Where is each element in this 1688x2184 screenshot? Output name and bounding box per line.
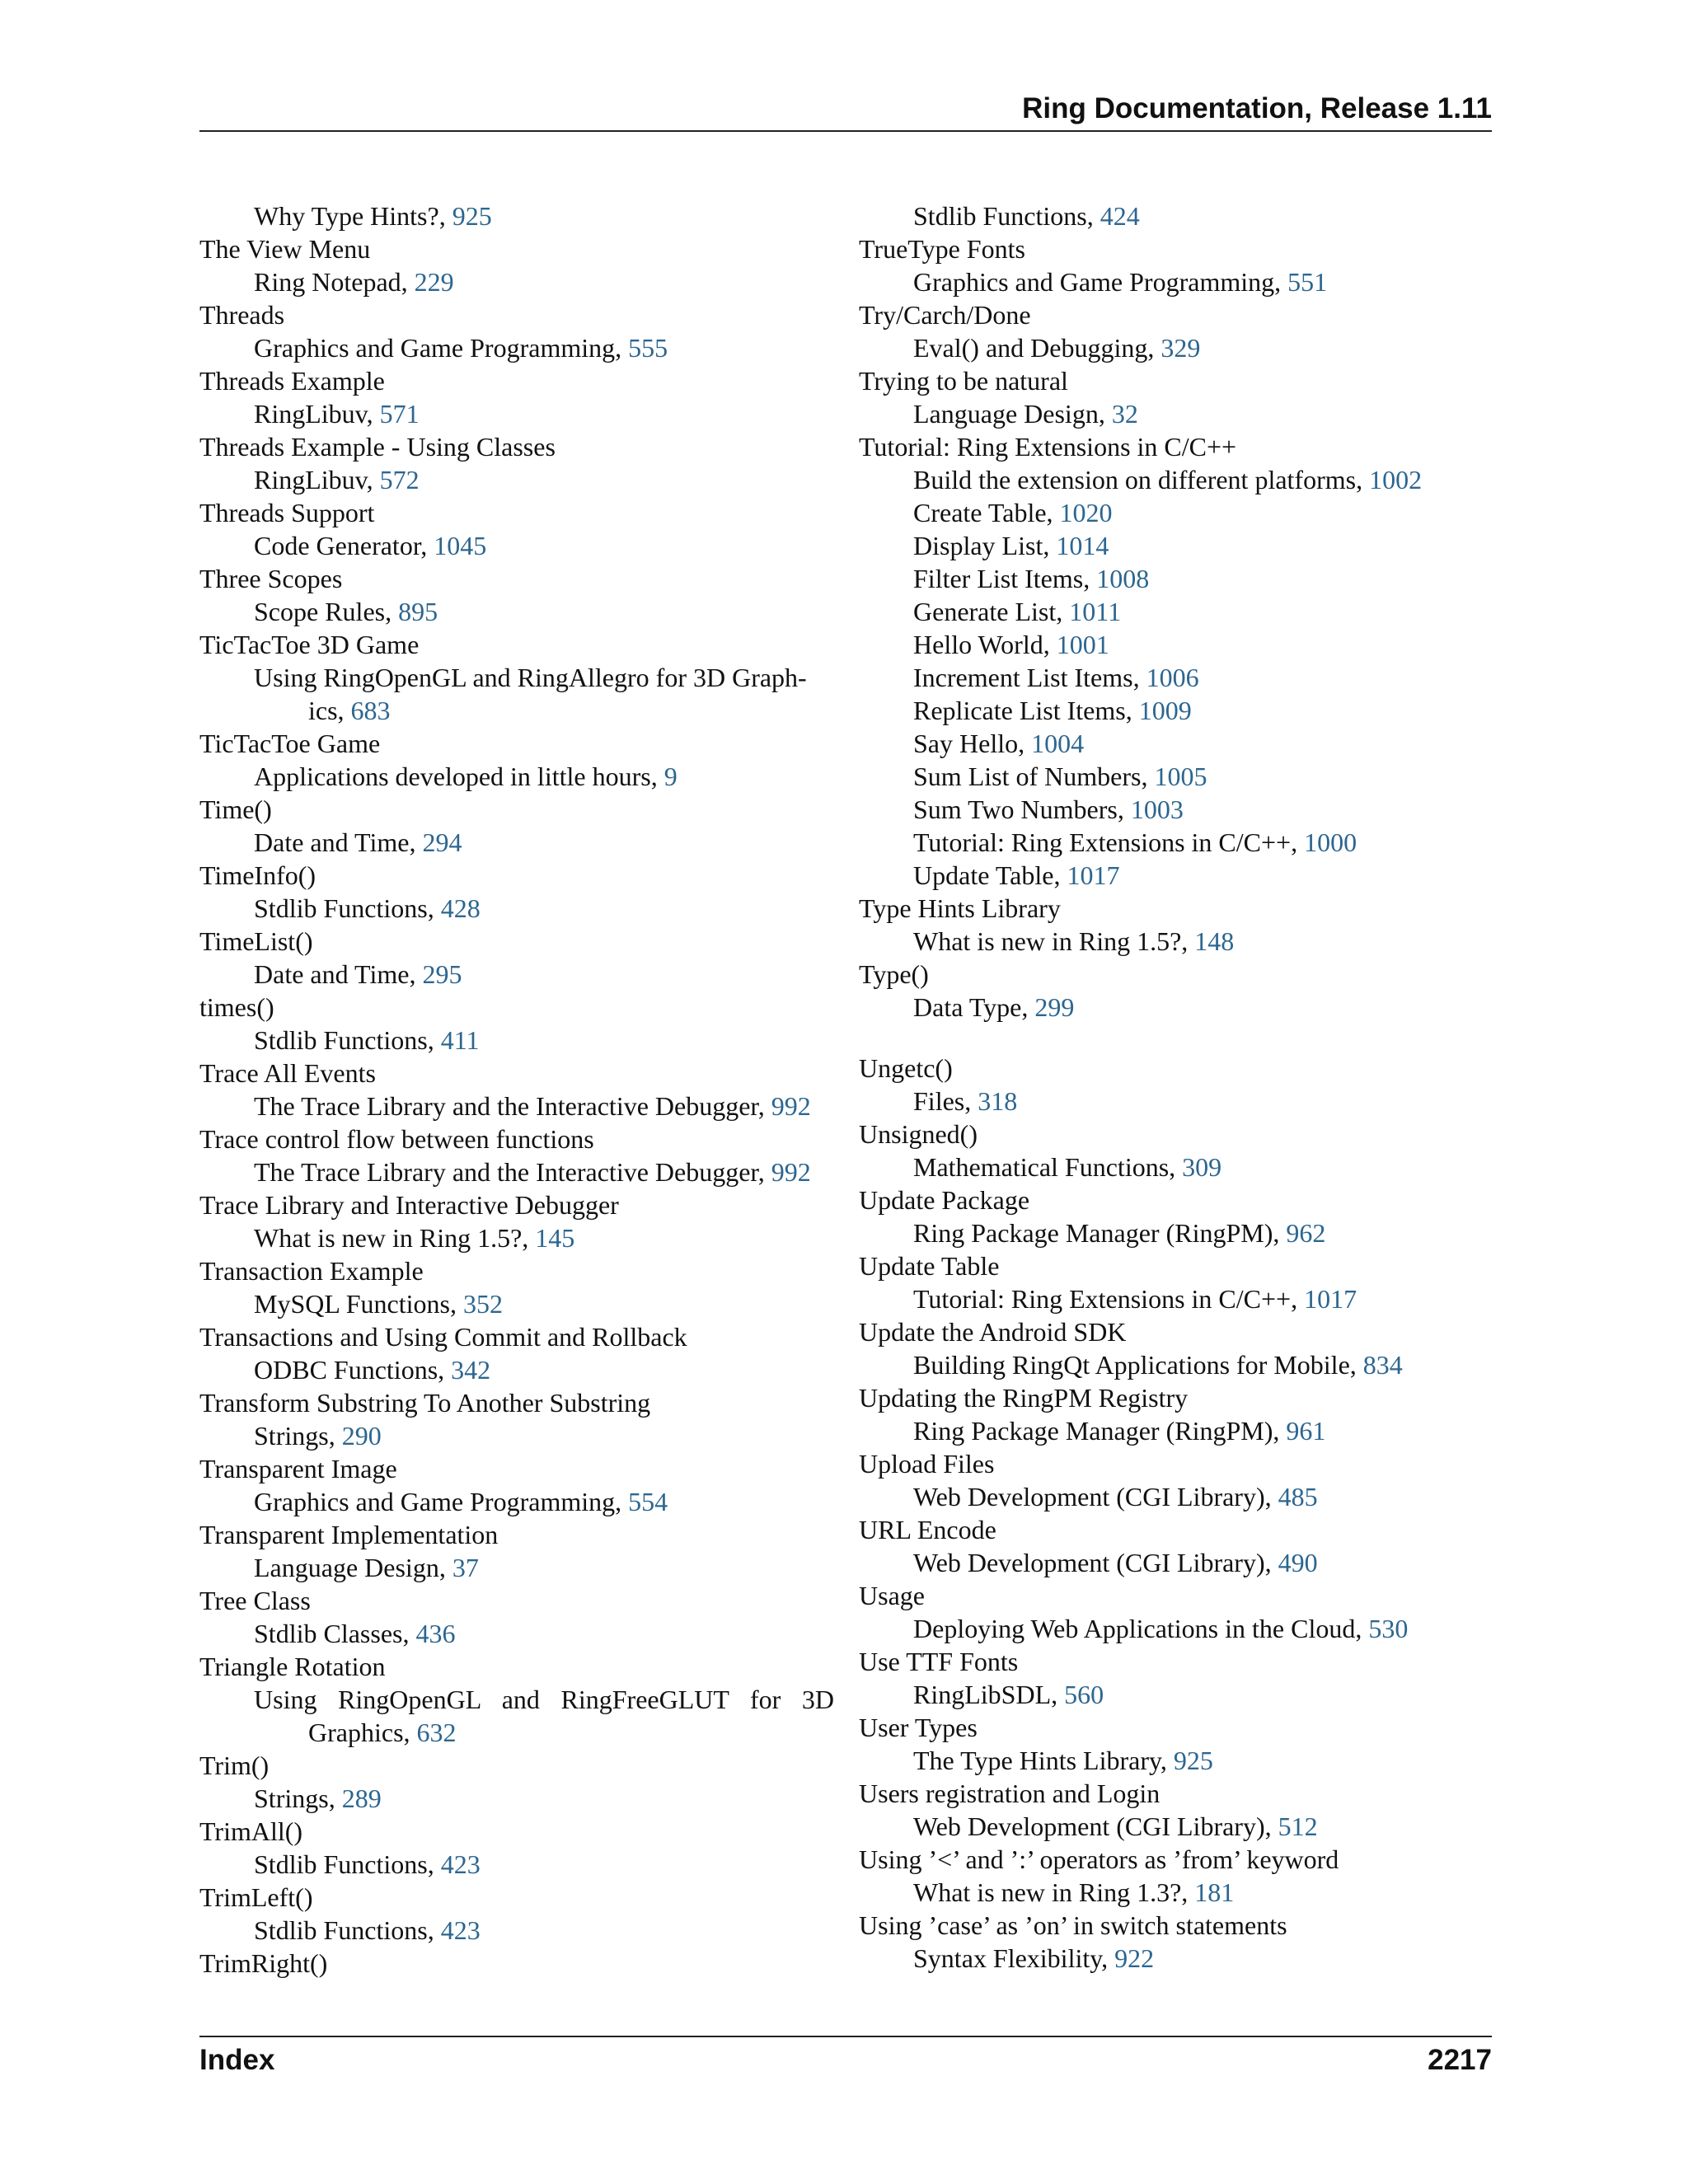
index-term (199, 1057, 834, 1090)
entry-text: Transparent Image (199, 1454, 397, 1483)
page-reference-link[interactable]: 490 (1278, 1548, 1318, 1577)
entry-text: Graphics and Game Programming, (254, 333, 629, 363)
index-column-left (199, 199, 834, 1980)
index-subentry (859, 562, 1492, 595)
page-reference-link[interactable]: 423 (440, 1915, 481, 1945)
index-subentry (859, 1546, 1492, 1579)
page-reference-link[interactable]: 1017 (1304, 1284, 1357, 1314)
entry-text: Usage (859, 1581, 925, 1610)
index-term (199, 232, 834, 265)
entry-text: Tutorial: Ring Extensions in C/C++, (913, 1284, 1305, 1314)
entry-text: Stdlib Functions, (254, 1849, 441, 1879)
index-subentry (199, 892, 834, 925)
footer-section-label: Index (199, 2044, 275, 2076)
entry-text: times() (199, 992, 274, 1022)
index-subentry (859, 661, 1492, 694)
entry-text: What is new in Ring 1.5?, (913, 926, 1195, 956)
entry-text: TrimAll() (199, 1816, 303, 1846)
entry-text: Try/Carch/Done (859, 300, 1031, 330)
footer-rule (199, 2036, 1492, 2037)
page-reference-link[interactable]: 352 (462, 1289, 503, 1319)
entry-text: TicTacToe 3D Game (199, 630, 420, 659)
index-subentry (199, 760, 834, 793)
index-term (199, 1815, 834, 1848)
index-column-right (859, 199, 1492, 1975)
entry-text: Data Type, (913, 992, 1035, 1022)
index-subentry (199, 1683, 834, 1716)
index-subentry (859, 859, 1492, 892)
entry-text: Files, (913, 1086, 978, 1116)
entry-text: MySQL Functions, (254, 1289, 463, 1319)
index-term (859, 1843, 1492, 1876)
entry-text: Tutorial: Ring Extensions in C/C++, (913, 827, 1305, 857)
index-subentry (859, 496, 1492, 529)
entry-text: Web Development (CGI Library), (913, 1548, 1278, 1577)
page-reference-link[interactable]: 229 (414, 267, 454, 297)
page-reference-link[interactable]: 554 (628, 1487, 668, 1516)
entry-text: Tree Class (199, 1586, 311, 1615)
entry-text: Type Hints Library (859, 893, 1061, 923)
entry-text: TicTacToe Game (199, 729, 381, 758)
index-term (199, 727, 834, 760)
page-number: 2217 (1428, 2044, 1492, 2076)
page-reference-link[interactable]: 1017 (1067, 860, 1120, 890)
entry-text: Transform Substring To Another Substring (199, 1388, 651, 1418)
index-subentry (199, 826, 834, 859)
page-reference-link[interactable]: 37 (452, 1553, 479, 1582)
index-term (859, 1777, 1492, 1810)
index-subentry (859, 1348, 1492, 1381)
index-subentry (859, 1480, 1492, 1513)
page-reference-link[interactable]: 9 (663, 762, 678, 791)
entry-text: Update Package (859, 1185, 1030, 1215)
index-term (859, 1118, 1492, 1151)
page-reference-link[interactable]: 512 (1278, 1811, 1318, 1841)
page-reference-link[interactable]: 1000 (1304, 827, 1357, 857)
index-subentry (199, 463, 834, 496)
page-reference-link[interactable]: 145 (535, 1223, 575, 1253)
page-reference-link[interactable]: 632 (416, 1718, 457, 1747)
index-subentry (199, 1419, 834, 1452)
entry-text: Three Scopes (199, 564, 343, 593)
entry-text: Filter List Items, (913, 564, 1097, 593)
index-term (199, 859, 834, 892)
entry-text: Web Development (CGI Library), (913, 1482, 1278, 1511)
entry-text: RingLibuv, (254, 399, 380, 429)
entry-text: Why Type Hints?, (254, 201, 452, 231)
index-subentry (859, 925, 1492, 958)
entry-text: Building RingQt Applications for Mobile, (913, 1350, 1363, 1380)
entry-text: Transactions and Using Commit and Rollback (199, 1322, 687, 1352)
page-reference-link[interactable]: 1005 (1154, 762, 1207, 791)
index-term (199, 1320, 834, 1353)
page-reference-link[interactable]: 181 (1194, 1877, 1235, 1907)
entry-text: Mathematical Functions, (913, 1152, 1183, 1182)
entry-text: RingLibSDL, (913, 1680, 1065, 1709)
index-subentry (859, 331, 1492, 364)
entry-text: Sum Two Numbers, (913, 794, 1131, 824)
entry-text: Ring Notepad, (254, 267, 415, 297)
index-term (199, 925, 834, 958)
index-subentry (859, 628, 1492, 661)
index-subentry (859, 1678, 1492, 1711)
index-term (859, 232, 1492, 265)
entry-text: Eval() and Debugging, (913, 333, 1161, 363)
entry-text: URL Encode (859, 1515, 996, 1544)
entry-text: Stdlib Functions, (254, 1915, 441, 1945)
index-subentry (199, 1485, 834, 1518)
page-reference-link[interactable]: 289 (341, 1783, 382, 1813)
entry-text: Code Generator, (254, 531, 434, 560)
page-reference-link[interactable]: 329 (1160, 333, 1201, 363)
index-subentry (199, 661, 834, 694)
entry-text: Using RingOpenGL and RingFreeGLUT for 3D (254, 1685, 834, 1714)
page-reference-link[interactable]: 299 (1034, 992, 1075, 1022)
entry-text: Applications developed in little hours, (254, 762, 664, 791)
letter-group-gap (859, 1024, 1492, 1052)
page-reference-link[interactable]: 551 (1287, 267, 1328, 297)
entry-text: Build the extension on different platforms, (913, 465, 1370, 494)
page-reference-link[interactable]: 895 (398, 597, 438, 626)
index-subentry (199, 529, 834, 562)
index-subentry (199, 1353, 834, 1386)
entry-text: TimeInfo() (199, 860, 316, 890)
page-reference-link[interactable]: 961 (1286, 1416, 1326, 1446)
entry-text: Using ’<’ and ’:’ operators as ’from’ keyword (859, 1844, 1339, 1874)
entry-text: Threads (199, 300, 285, 330)
entry-text: ODBC Functions, (254, 1355, 452, 1385)
index-term (199, 1386, 834, 1419)
index-subentry (859, 1810, 1492, 1843)
entry-text: Trace control flow between functions (199, 1124, 594, 1154)
entry-text: Graphics and Game Programming, (254, 1487, 629, 1516)
index-subentry (859, 1216, 1492, 1249)
index-subentry (199, 1914, 834, 1947)
page-reference-link[interactable]: 294 (422, 827, 462, 857)
entry-text: Update Table, (913, 860, 1067, 890)
entry-text: The Type Hints Library, (913, 1746, 1174, 1775)
index-subentry (859, 265, 1492, 298)
index-subentry (859, 991, 1492, 1024)
page-reference-link[interactable]: 572 (379, 465, 420, 494)
entry-text: Graphics and Game Programming, (913, 267, 1288, 297)
entry-text: Language Design, (254, 1553, 452, 1582)
index-term (859, 364, 1492, 397)
index-term (199, 1749, 834, 1782)
page-reference-link[interactable]: 148 (1194, 926, 1235, 956)
page-reference-link[interactable]: 925 (1173, 1746, 1213, 1775)
index-term (859, 1579, 1492, 1612)
index-subentry (859, 199, 1492, 232)
entry-text: Upload Files (859, 1449, 995, 1479)
index-subentry (199, 1551, 834, 1584)
index-term (859, 892, 1492, 925)
entry-text: Date and Time, (254, 959, 423, 989)
page-reference-link[interactable]: 1011 (1069, 597, 1122, 626)
entry-text: Generate List, (913, 597, 1070, 626)
index-subentry (199, 1024, 834, 1057)
entry-text: Threads Example - Using Classes (199, 432, 556, 462)
entry-text: Ungetc() (859, 1053, 953, 1083)
index-term (859, 1909, 1492, 1942)
index-term (859, 298, 1492, 331)
index-term (199, 562, 834, 595)
index-term (859, 1447, 1492, 1480)
entry-text: Users registration and Login (859, 1779, 1160, 1808)
index-term (859, 1249, 1492, 1282)
page-reference-link[interactable]: 1014 (1056, 531, 1109, 560)
entry-text: Display List, (913, 531, 1057, 560)
page-reference-link[interactable]: 423 (440, 1849, 481, 1879)
index-subentry (199, 1848, 834, 1881)
page-reference-link[interactable]: 992 (771, 1157, 811, 1187)
index-subentry (199, 199, 834, 232)
index-subentry (859, 826, 1492, 859)
index-subentry (859, 694, 1492, 727)
index-subentry (199, 1090, 834, 1122)
index-subentry-continuation (199, 694, 834, 727)
index-subentry (859, 1085, 1492, 1118)
entry-text: Threads Example (199, 366, 385, 396)
index-term (199, 430, 834, 463)
index-term (859, 1315, 1492, 1348)
index-term (859, 1381, 1492, 1414)
page-reference-link[interactable]: 290 (341, 1421, 382, 1451)
page-reference-link[interactable]: 428 (440, 893, 481, 923)
page-reference-link[interactable]: 485 (1278, 1482, 1318, 1511)
index-subentry (199, 1782, 834, 1815)
index-term (199, 1122, 834, 1155)
page-reference-link[interactable]: 1004 (1031, 729, 1085, 758)
entry-text: Stdlib Functions, (254, 1025, 441, 1055)
index-term (199, 1518, 834, 1551)
page-reference-link[interactable]: 834 (1362, 1350, 1403, 1380)
entry-text: Threads Support (199, 498, 375, 527)
index-subentry (859, 1744, 1492, 1777)
entry-text: Using ’case’ as ’on’ in switch statements (859, 1910, 1287, 1940)
entry-text: RingLibuv, (254, 465, 380, 494)
index-term (199, 298, 834, 331)
index-term (199, 1584, 834, 1617)
page-reference-link[interactable]: 342 (451, 1355, 491, 1385)
page-reference-link[interactable]: 560 (1064, 1680, 1104, 1709)
index-subentry (859, 397, 1492, 430)
entry-text: Use TTF Fonts (859, 1647, 1019, 1676)
entry-text: Hello World, (913, 630, 1057, 659)
header-rule (199, 130, 1492, 132)
entry-text: Unsigned() (859, 1119, 978, 1149)
entry-text: The Trace Library and the Interactive Debugger, (254, 1157, 771, 1187)
entry-text: The Trace Library and the Interactive Debugger, (254, 1091, 771, 1121)
index-subentry (859, 463, 1492, 496)
entry-text: Time() (199, 794, 272, 824)
index-term (199, 628, 834, 661)
entry-text: Graphics, (308, 1718, 417, 1747)
page-reference-link[interactable]: 922 (1114, 1943, 1155, 1973)
page-reference-link[interactable]: 992 (771, 1091, 811, 1121)
index-subentry (859, 1942, 1492, 1975)
index-term (199, 1881, 834, 1914)
page-reference-link[interactable]: 925 (452, 201, 492, 231)
index-term (859, 1513, 1492, 1546)
entry-text: Language Design, (913, 399, 1112, 429)
entry-text: Deploying Web Applications in the Cloud, (913, 1614, 1369, 1643)
entry-text: Trace All Events (199, 1058, 376, 1088)
index-term (859, 1711, 1492, 1744)
entry-text: Stdlib Functions, (254, 893, 441, 923)
index-term (199, 1452, 834, 1485)
entry-text: Strings, (254, 1783, 342, 1813)
entry-text: Transaction Example (199, 1256, 424, 1286)
index-subentry (859, 727, 1492, 760)
index-subentry (199, 1287, 834, 1320)
index-subentry-continuation (199, 1716, 834, 1749)
entry-text: Update the Android SDK (859, 1317, 1127, 1347)
index-subentry (859, 1876, 1492, 1909)
entry-text: TrimLeft() (199, 1882, 313, 1912)
entry-text: Increment List Items, (913, 663, 1146, 692)
page-reference-link[interactable]: 436 (415, 1619, 456, 1648)
entry-text: Triangle Rotation (199, 1652, 386, 1681)
index-subentry (199, 958, 834, 991)
index-term (859, 430, 1492, 463)
entry-text: Strings, (254, 1421, 342, 1451)
index-term (199, 1650, 834, 1683)
index-subentry (199, 1617, 834, 1650)
entry-text: Sum List of Numbers, (913, 762, 1155, 791)
index-term (199, 364, 834, 397)
index-subentry (859, 529, 1492, 562)
page-reference-link[interactable]: 424 (1100, 201, 1140, 231)
page-reference-link[interactable]: 1020 (1059, 498, 1113, 527)
index-term (859, 1183, 1492, 1216)
index-subentry (199, 265, 834, 298)
page-reference-link[interactable]: 295 (422, 959, 462, 989)
index-term (199, 793, 834, 826)
entry-text: What is new in Ring 1.5?, (254, 1223, 536, 1253)
index-term (859, 1645, 1492, 1678)
index-term (199, 1188, 834, 1221)
page-reference-link[interactable]: 411 (440, 1025, 480, 1055)
page-reference-link[interactable]: 683 (350, 696, 391, 725)
entry-text: Trying to be natural (859, 366, 1068, 396)
index-term (859, 958, 1492, 991)
entry-text: Ring Package Manager (RingPM), (913, 1416, 1287, 1446)
entry-text: Transparent Implementation (199, 1520, 499, 1549)
entry-text: User Types (859, 1713, 978, 1742)
index-subentry (859, 1151, 1492, 1183)
index-subentry (859, 595, 1492, 628)
entry-text: Replicate List Items, (913, 696, 1139, 725)
index-term (859, 1052, 1492, 1085)
entry-text: Scope Rules, (254, 597, 399, 626)
index-subentry (199, 595, 834, 628)
index-subentry (199, 397, 834, 430)
entry-text: Tutorial: Ring Extensions in C/C++ (859, 432, 1237, 462)
entry-text: Stdlib Functions, (913, 201, 1100, 231)
index-term (199, 496, 834, 529)
entry-text: ics, (308, 696, 351, 725)
page-reference-link[interactable]: 1009 (1138, 696, 1192, 725)
entry-text: Ring Package Manager (RingPM), (913, 1218, 1287, 1248)
index-term (199, 991, 834, 1024)
index-subentry (859, 760, 1492, 793)
page-reference-link[interactable]: 962 (1286, 1218, 1326, 1248)
entry-text: Trim() (199, 1750, 270, 1780)
index-subentry (859, 1612, 1492, 1645)
page-reference-link[interactable]: 530 (1368, 1614, 1409, 1643)
entry-text: What is new in Ring 1.3?, (913, 1877, 1195, 1907)
entry-text: The View Menu (199, 234, 371, 264)
index-subentry (199, 1155, 834, 1188)
entry-text: Create Table, (913, 498, 1060, 527)
page-reference-link[interactable]: 1003 (1130, 794, 1184, 824)
page-reference-link[interactable]: 318 (978, 1086, 1018, 1116)
entry-text: Stdlib Classes, (254, 1619, 416, 1648)
entry-text: Say Hello, (913, 729, 1032, 758)
entry-text: Syntax Flexibility, (913, 1943, 1115, 1973)
page-reference-link[interactable]: 1006 (1146, 663, 1199, 692)
index-subentry (859, 1282, 1492, 1315)
running-header: Ring Documentation, Release 1.11 (1022, 92, 1492, 124)
entry-text: Update Table (859, 1251, 1000, 1281)
index-subentry (199, 331, 834, 364)
page-reference-link[interactable]: 32 (1111, 399, 1138, 429)
index-term (199, 1254, 834, 1287)
entry-text: Updating the RingPM Registry (859, 1383, 1189, 1413)
entry-text: TimeList() (199, 926, 313, 956)
index-subentry (199, 1221, 834, 1254)
entry-text: Type() (859, 959, 929, 989)
index-subentry (859, 1414, 1492, 1447)
entry-text: TrueType Fonts (859, 234, 1025, 264)
entry-text: Using RingOpenGL and RingAllegro for 3D Graph- (254, 663, 807, 692)
page-reference-link[interactable]: 555 (628, 333, 668, 363)
page-reference-link[interactable]: 1045 (434, 531, 487, 560)
entry-text: Web Development (CGI Library), (913, 1811, 1278, 1841)
page-reference-link[interactable]: 1008 (1096, 564, 1150, 593)
page-reference-link[interactable]: 309 (1182, 1152, 1222, 1182)
page-reference-link[interactable]: 1002 (1369, 465, 1423, 494)
index-term (199, 1947, 834, 1980)
entry-text: TrimRight() (199, 1948, 328, 1978)
index-subentry (859, 793, 1492, 826)
page-reference-link[interactable]: 571 (379, 399, 420, 429)
entry-text: Date and Time, (254, 827, 423, 857)
entry-text: Trace Library and Interactive Debugger (199, 1190, 619, 1220)
page-reference-link[interactable]: 1001 (1056, 630, 1109, 659)
